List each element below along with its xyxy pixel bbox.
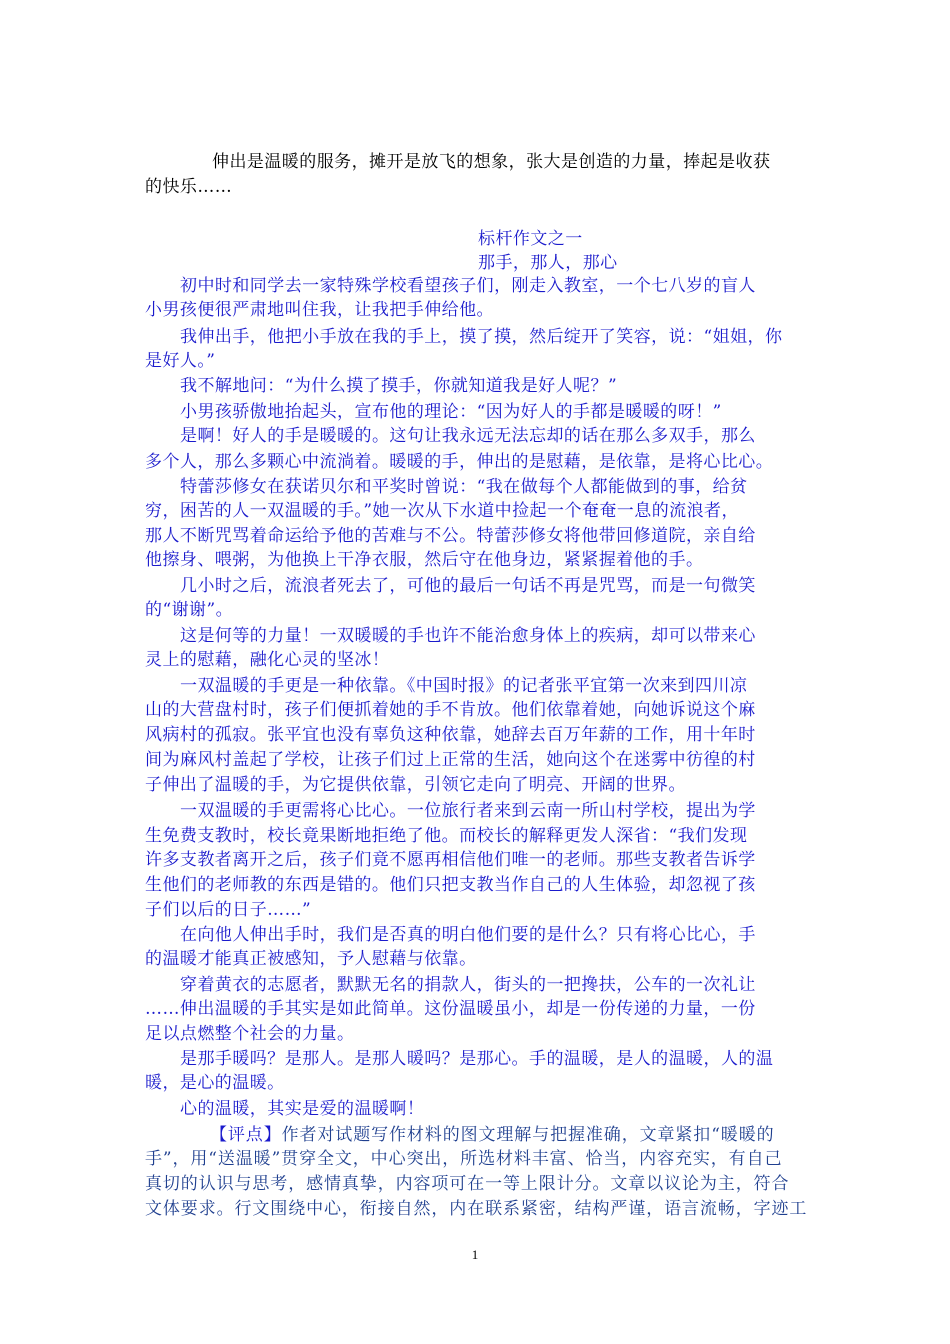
comment-line: 真切的认识与思考，感情真挚，内容项可在一等上限计分。文章以议论为主，符合 xyxy=(145,1174,790,1194)
essay-line: 生免费支教时，校长竟果断地拒绝了他。而校长的解释更发人深省：“我们发现 xyxy=(145,826,748,846)
essay-line: 小男孩便很严肃地叫住我，让我把手伸给他。 xyxy=(145,300,494,320)
essay-line: 穿着黄衣的志愿者，默默无名的捐款人，街头的一把搀扶，公车的一次礼让 xyxy=(180,975,756,995)
essay-line: 我伸出手，他把小手放在我的手上，摸了摸，然后绽开了笑容，说：“姐姐，你 xyxy=(180,327,783,347)
comment-text: 作者对试题写作材料的图文理解与把握准确，文章紧扣“暖暖的 xyxy=(281,1125,775,1145)
page-number: 1 xyxy=(471,1247,479,1262)
essay-line: 他擦身、喂粥，为他换上干净衣服，然后守在他身边，紧紧握着他的手。 xyxy=(145,550,704,570)
essay-line: 那人不断咒骂着命运给予他的苦难与不公。特蕾莎修女将他带回修道院，亲自给 xyxy=(145,526,756,546)
essay-line: 山的大营盘村时，孩子们便抓着她的手不肯放。他们依靠着她，向她诉说这个麻 xyxy=(145,700,756,720)
comment-line: 文体要求。行文围绕中心，衔接自然，内在联系紧密，结构严谨，语言流畅，字迹工 xyxy=(145,1199,808,1219)
essay-title: 那手，那人，那心 xyxy=(478,253,618,273)
essay-line: 的“谢谢”。 xyxy=(145,600,234,620)
essay-line: 一双温暖的手更需将心比心。一位旅行者来到云南一所山村学校，提出为学 xyxy=(180,801,756,821)
essay-line: 灵上的慰藉，融化心灵的坚冰！ xyxy=(145,650,390,670)
comment-line: 手”，用“送温暖”贯穿全文，中心突出，所选材料丰富、恰当，内容充实，有自己 xyxy=(145,1149,783,1169)
essay-line: 是啊！好人的手是暖暖的。这句让我永远无法忘却的话在那么多双手，那么 xyxy=(180,426,756,446)
intro-line: 的快乐…… xyxy=(145,177,233,197)
essay-line: 一双温暖的手更是一种依靠。《中国时报》的记者张平宜第一次来到四川凉 xyxy=(180,676,748,696)
essay-line: 小男孩骄傲地抬起头，宣布他的理论：“因为好人的手都是暖暖的呀！” xyxy=(180,402,722,422)
essay-line: 这是何等的力量！一双暖暖的手也许不能治愈身体上的疾病，却可以带来心 xyxy=(180,626,756,646)
essay-line: 子们以后的日子……” xyxy=(145,900,312,920)
essay-line: 间为麻风村盖起了学校，让孩子们过上正常的生活，她向这个在迷雾中彷徨的村 xyxy=(145,750,756,770)
essay-line: 子伸出了温暖的手，为它提供依靠，引领它走向了明亮、开阔的世界。 xyxy=(145,775,686,795)
essay-line: 生他们的老师教的东西是错的。他们只把支教当作自己的人生体验，却忽视了孩 xyxy=(145,875,756,895)
intro-line: 伸出是温暖的服务，摊开是放飞的想象，张大是创造的力量，捧起是收获 xyxy=(212,152,771,172)
essay-line: 穷，困苦的人一双温暖的手。”她一次从下水道中捡起一个奄奄一息的流浪者， xyxy=(145,501,739,521)
essay-line: 几小时之后，流浪者死去了，可他的最后一句话不再是咒骂，而是一句微笑 xyxy=(180,576,756,596)
essay-line: 特蕾莎修女在获诺贝尔和平奖时曾说：“我在做每个人都能做到的事，给贫 xyxy=(180,477,748,497)
essay-line: 心的温暖，其实是爱的温暖啊！ xyxy=(180,1099,425,1119)
essay-line: ……伸出温暖的手其实是如此简单。这份温暖虽小，却是一份传递的力量，一份 xyxy=(145,999,756,1019)
comment-first-line xyxy=(210,1123,775,1147)
essay-line: 的温暖才能真正被感知，予人慰藉与依靠。 xyxy=(145,949,477,969)
essay-line: 足以点燃整个社会的力量。 xyxy=(145,1024,355,1044)
essay-line: 许多支教者离开之后，孩子们竟不愿再相信他们唯一的老师。那些支教者告诉学 xyxy=(145,850,756,870)
essay-line: 是好人。” xyxy=(145,351,216,371)
essay-line: 风病村的孤寂。张平宜也没有辜负这种依靠，她辞去百万年薪的工作，用十年时 xyxy=(145,725,756,745)
essay-line: 在向他人伸出手时，我们是否真的明白他们要的是什么？只有将心比心，手 xyxy=(180,925,756,945)
essay-line: 多个人，那么多颗心中流淌着。暖暖的手，伸出的是慰藉，是依靠，是将心比心。 xyxy=(145,452,774,472)
essay-line: 暖，是心的温暖。 xyxy=(145,1073,285,1093)
essay-line: 初中时和同学去一家特殊学校看望孩子们，刚走入教室，一个七八岁的盲人 xyxy=(180,276,756,296)
essay-line: 是那手暖吗？是那人。是那人暖吗？是那心。手的温暖，是人的温暖，人的温 xyxy=(180,1049,774,1069)
essay-line: 我不解地问：“为什么摸了摸手，你就知道我是好人呢？” xyxy=(180,376,618,396)
essay-series-title: 标杆作文之一 xyxy=(478,229,583,249)
comment-label: 【评点】 xyxy=(210,1125,282,1145)
